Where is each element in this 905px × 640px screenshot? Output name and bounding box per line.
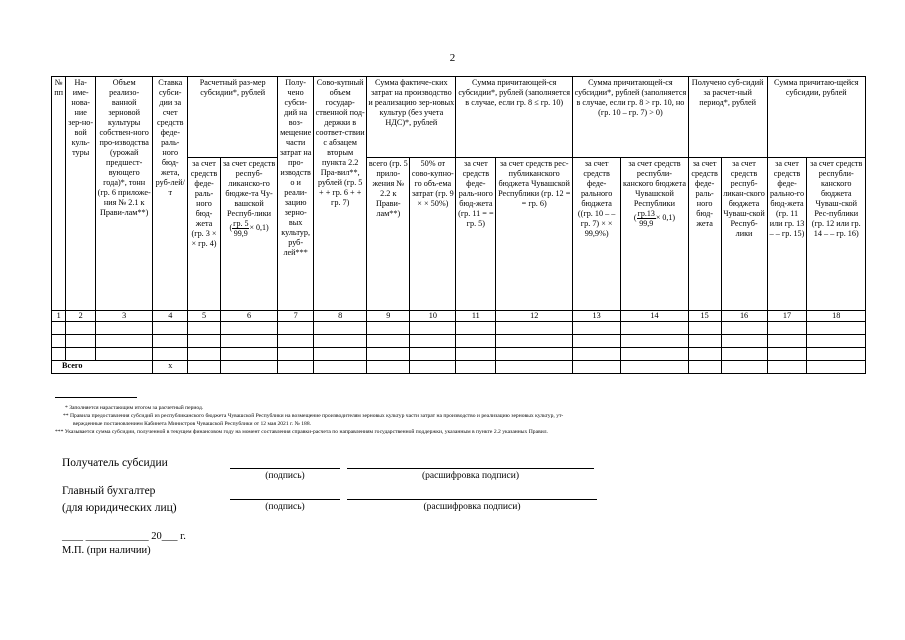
column-number: 9 xyxy=(367,311,410,322)
header-col-15: за счет средств феде-раль-ного бюд-жета xyxy=(688,158,721,311)
accountant-label-sub: (для юридических лиц) xyxy=(62,502,177,514)
accountant-decode-caption: (расшифровка подписи) xyxy=(423,502,521,512)
column-number: 8 xyxy=(314,311,367,322)
recipient-signature-line xyxy=(230,468,340,469)
header-col-2: На-име-нова-ние зер-но-вой куль-туры xyxy=(66,77,96,311)
accountant-decode-line xyxy=(347,499,597,500)
column-number: 12 xyxy=(496,311,573,322)
accountant-sign-caption: (подпись) xyxy=(265,502,305,512)
formula-col-14-denominator: 99,9 xyxy=(639,219,654,228)
footnote-2: ** Правила предоставления субсидий из республиканского бюджета Чувашской Республики на возмещение производителям зерновых культур части затрат на производство и реализацию зерновых культур, ут- xyxy=(63,413,564,419)
column-number: 4 xyxy=(153,311,188,322)
recipient-decode-caption: (расшифровка подписи) xyxy=(422,471,519,481)
header-col-9: всего (гр. 5 прило-жения № 2.2 к Прави-лам**) xyxy=(367,158,410,311)
column-number: 13 xyxy=(573,311,621,322)
header-col-6 xyxy=(220,158,277,311)
footnote-1: * Заполняется нарастающим итогом за расчетный период. xyxy=(65,405,204,411)
header-group-11-12: Сумма причитающей-ся субсидии*, рублей (заполняется в случае, если гр. 8 ≤ гр. 10) xyxy=(456,77,573,158)
header-col-6-text: за счет средств респуб-ликанско-го бюдже-та Чу-вашской Респуб-лики xyxy=(222,159,276,218)
date-line: ____ ____________ 20___ г. xyxy=(62,531,186,542)
footnotes xyxy=(55,404,855,436)
column-number: 3 xyxy=(96,311,153,322)
column-number: 15 xyxy=(688,311,721,322)
header-col-4: Ставка субси-дии за счет средств феде-раль-ного бюд-жета, руб-лей/т xyxy=(153,77,188,311)
column-number: 2 xyxy=(66,311,96,322)
accountant-signature-line xyxy=(230,499,340,500)
total-col-4: х xyxy=(153,361,188,374)
column-number: 16 xyxy=(721,311,767,322)
header-col-7: Полу-чено субси-дий на воз-мещение части затрат на про-изводство и реали-зацию зерно-вых культур, руб-лей*** xyxy=(278,77,314,311)
header-col-14 xyxy=(621,158,689,311)
total-row xyxy=(52,361,866,374)
stamp-note: М.П. (при наличии) xyxy=(62,545,151,556)
formula-col-6-numerator: гр. 5 xyxy=(233,219,249,228)
footnote-3: *** Указывается сумма субсидии, полученной в текущем финансовом году на момент составления справки-расчета по направлениям государственной поддержки, указанным в пункте 2.2 указанных Правил. xyxy=(55,429,548,435)
column-number-row xyxy=(52,311,866,322)
header-col-10: 50% от сово-купно-го объ-ема затрат (гр. 9 × × 50%) xyxy=(410,158,456,311)
header-group-5-6: Расчетный раз-мер субсидии*, рублей xyxy=(188,77,278,158)
total-label: Всего xyxy=(52,361,153,374)
table-row-empty xyxy=(52,348,866,361)
header-col-12: за счет средств рес-публиканского бюджета Чувашской Республики (гр. 12 = = гр. 6) xyxy=(496,158,573,311)
column-number: 7 xyxy=(278,311,314,322)
formula-col-14-multiplier: × 0,1 xyxy=(655,213,673,223)
header-group-15-16: Получено суб-сидий за расчет-ный период*, рублей xyxy=(688,77,767,158)
column-number: 5 xyxy=(188,311,221,322)
table-row-empty xyxy=(52,322,866,335)
header-col-14-text: за счет средств республи-канского бюджета Чувашской Республики xyxy=(622,159,686,208)
page-number: 2 xyxy=(449,52,456,64)
header-col-1: № пп xyxy=(52,77,66,311)
formula-col-6-multiplier: × 0,1 xyxy=(249,223,266,233)
recipient-decode-line xyxy=(347,468,594,469)
column-number: 17 xyxy=(767,311,807,322)
column-number: 11 xyxy=(456,311,496,322)
recipient-label: Получатель субсидии xyxy=(62,457,168,469)
column-number: 6 xyxy=(220,311,277,322)
header-col-3: Объем реализо-ванной зерновой культуры собствен-ного про-изводства (урожай предшест-вующего года)*, тонн (гр. 6 приложе-ния № 2.1 к Прави-лам**) xyxy=(96,77,153,311)
formula-col-6-denominator: 99,9 xyxy=(233,229,248,238)
column-number: 1 xyxy=(52,311,66,322)
header-col-11: за счет средств феде-раль-ного бюд-жета (гр. 11 = = гр. 5) xyxy=(456,158,496,311)
header-col-17: за счет средств феде-рально-го бюд-жета (гр. 11 или гр. 13 – – гр. 15) xyxy=(767,158,807,311)
subsidy-calculation-table xyxy=(51,76,866,374)
header-col-18: за счет средств республи-канского бюджета Чуваш-ской Рес-публики (гр. 12 или гр. 14 – – гр. 16) xyxy=(807,158,866,311)
footnote-separator xyxy=(55,397,137,398)
formula-col-6: ( $\frac{гр. 5}{99,9}$ × 0,1) xyxy=(229,219,269,238)
header-col-8: Сово-купный объем государ-ственной под-держки в соответ-ствии с абзацем вторым пункта 2.2 Пра-вил**, рублей (гр. 5 + + гр. 6 + + гр. 7) xyxy=(314,77,367,311)
footnote-2-cont: вержденные постановлением Кабинета Министров Чувашской Республики от 12 мая 2021 г. № 188. xyxy=(73,421,312,427)
accountant-label: Главный бухгалтер xyxy=(62,485,156,497)
header-group-17-18: Сумма причитаю-щейся субсидии, рублей xyxy=(767,77,865,158)
formula-col-14-numerator: гр.13 xyxy=(637,209,655,218)
header-col-16: за счет средств респуб-ликан-ского бюджета Чуваш-ской Респуб-лики xyxy=(721,158,767,311)
header-row-1 xyxy=(52,77,866,158)
header-col-5: за счет средств феде-раль-ного бюд-жета (гр. 3 × × гр. 4) xyxy=(188,158,221,311)
column-number: 14 xyxy=(621,311,689,322)
column-number: 10 xyxy=(410,311,456,322)
header-col-13: за счет средств феде-рального бюджета ((гр. 10 – – гр. 7) × × 99,9%) xyxy=(573,158,621,311)
table-row-empty xyxy=(52,335,866,348)
header-group-9-10: Сумма фактиче-ских затрат на производство и реализацию зер-новых культур (без учета НДС)*, рублей xyxy=(367,77,456,158)
recipient-sign-caption: (подпись) xyxy=(265,471,305,481)
header-group-13-14: Сумма причитающей-ся субсидии*, рублей (заполняется в случае, если гр. 8 > гр. 10, но (гр. 10 – гр. 7) > 0) xyxy=(573,77,689,158)
formula-col-14: ( $\frac{гр.13}{99,9}$ × 0,1) xyxy=(633,209,676,228)
column-number: 18 xyxy=(807,311,866,322)
